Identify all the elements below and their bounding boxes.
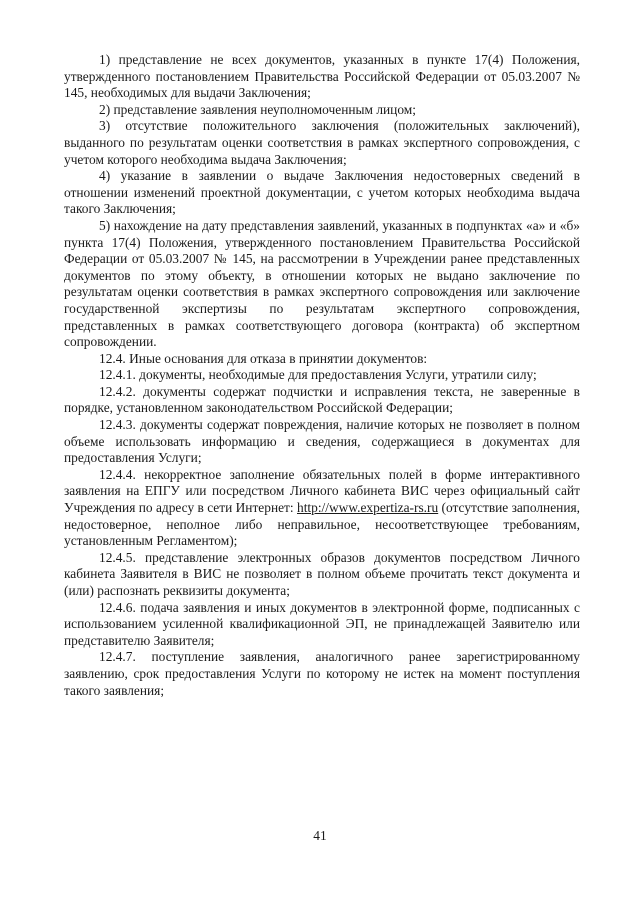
paragraph-item-3: 3) отсутствие положительного заключения (положительных заключений), выданного по результатам оценки соответствия в рамках экспертного сопровождения, с учетом которого необходима выдача Заключения; (64, 118, 580, 167)
page-number: 41 (313, 828, 327, 843)
paragraph-12-4-6: 12.4.6. подача заявления и иных документов в электронной форме, подписанных с использованием усиленной квалификационной ЭП, не принадлежащей Заявителю или представителю Заявителя; (64, 599, 580, 648)
paragraph-12-4-2: 12.4.2. документы содержат подчистки и исправления текста, не заверенные в порядке, установленном законодательством Российской Федерации; (64, 383, 580, 416)
paragraph-item-1: 1) представление не всех документов, указанных в пункте 17(4) Положения, утвержденного постановлением Правительства Российской Федерации от 05.03.2007 № 145, необходимых для выдачи Заключения; (64, 52, 580, 101)
expertiza-website-link[interactable]: http://www.expertiza-rs.ru (297, 500, 439, 516)
paragraph-12-4: 12.4. Иные основания для отказа в принятии документов: (99, 350, 428, 366)
paragraph-item-2: 2) представление заявления неуполномоченным лицом; (99, 101, 416, 117)
paragraph-item-4: 4) указание в заявлении о выдаче Заключения недостоверных сведений в отношении изменений проектной документации, с учетом которых необходима выдача такого Заключения; (64, 168, 580, 217)
paragraph-item-5: 5) нахождение на дату представления заявлений, указанных в подпунктах «а» и «б» пункта 17(4) Положения, утвержденного постановлением Правительства Российской Федерации от 05.03.2007 № 145, на рассмотрении в Учреждении ранее представленных документов по этому объекту, в отношении которых не выдано заключение по результатам оценки соответствия в рамках экспертного сопровождения или заключение государственной экспертизы по результатам экспертного сопровождения, представленных в рамках соответствующего договора (контракта) об экспертном сопровождении. (64, 217, 580, 350)
paragraph-12-4-4 (64, 467, 580, 550)
paragraph-12-4-1: 12.4.1. документы, необходимые для предоставления Услуги, утратили силу; (99, 367, 537, 383)
paragraph-12-4-4-text-before: 12.4.4. некорректное заполнение обязательных полей в форме интерактивного заявления на ЕПГУ или посредством Личного кабинета ВИС через официальный сайт Учреждения по адресу в сети Интернет: (64, 466, 580, 516)
paragraph-12-4-5: 12.4.5. представление электронных образов документов посредством Личного кабинета Заявителя в ВИС не позволяет в полном объеме прочитать текст документа и (или) распознать реквизиты документа; (64, 549, 580, 598)
paragraph-12-4-3: 12.4.3. документы содержат повреждения, наличие которых не позволяет в полном объеме использовать информацию и сведения, содержащиеся в документах для предоставления Услуги; (64, 417, 580, 466)
document-body (64, 52, 580, 699)
paragraph-12-4-4-text-after: (отсутствие заполнения, недостоверное, неполное либо неправильное, несоответствующее требованиям, установленным Регламентом); (64, 500, 580, 549)
paragraph-12-4-7: 12.4.7. поступление заявления, аналогичного ранее зарегистрированному заявлению, срок предоставления Услуги по которому не истек на момент поступления такого заявления; (64, 649, 580, 698)
